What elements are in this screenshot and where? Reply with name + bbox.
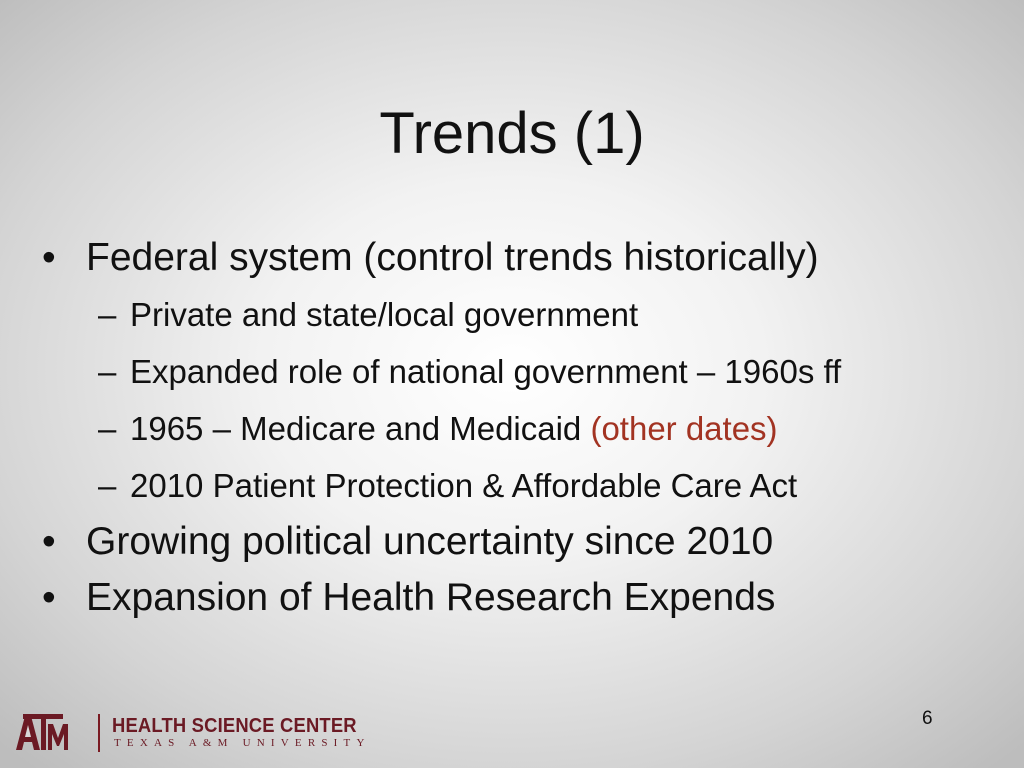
slide-title: Trends (1): [379, 101, 645, 166]
footer-branding: [14, 712, 374, 756]
sub-bullet-marker: –: [98, 410, 117, 447]
sub-bullet-item: [42, 400, 1012, 457]
sub-bullet-marker: –: [98, 467, 117, 504]
page-number: 6: [922, 708, 933, 729]
sub-bullet-item: [42, 457, 1012, 514]
highlighted-text: (other dates): [590, 410, 778, 447]
atm-logo-icon: [14, 712, 72, 752]
bullet-marker: •: [42, 520, 56, 563]
bullet-list: [42, 230, 1012, 626]
bullet-text: Expansion of Health Research Expends: [86, 576, 776, 619]
sub-bullet-marker: –: [98, 353, 117, 390]
bullet-item: [42, 514, 1012, 570]
bullet-text: Federal system (control trends historically): [86, 236, 819, 279]
sub-bullet-text: 1965 – Medicare and Medicaid: [130, 410, 591, 447]
bullet-text: Growing political uncertainty since 2010: [86, 520, 774, 563]
org-name: HEALTH SCIENCE CENTER: [112, 715, 357, 737]
sub-bullet-text: Private and state/local government: [130, 296, 639, 333]
sub-bullet-text: 2010 Patient Protection & Affordable Care Act: [130, 467, 798, 504]
sub-bullet-item: [42, 343, 1012, 400]
sub-bullet-item: [42, 286, 1012, 343]
divider: [98, 714, 100, 752]
bullet-item: [42, 570, 1012, 626]
sub-bullet-marker: –: [98, 296, 117, 333]
sub-bullet-text: Expanded role of national government – 1960s ff: [130, 353, 842, 390]
bullet-marker: •: [42, 236, 56, 279]
bullet-marker: •: [42, 576, 56, 619]
org-subtitle: TEXAS A&M UNIVERSITY: [114, 737, 371, 749]
bullet-item: [42, 230, 1012, 286]
